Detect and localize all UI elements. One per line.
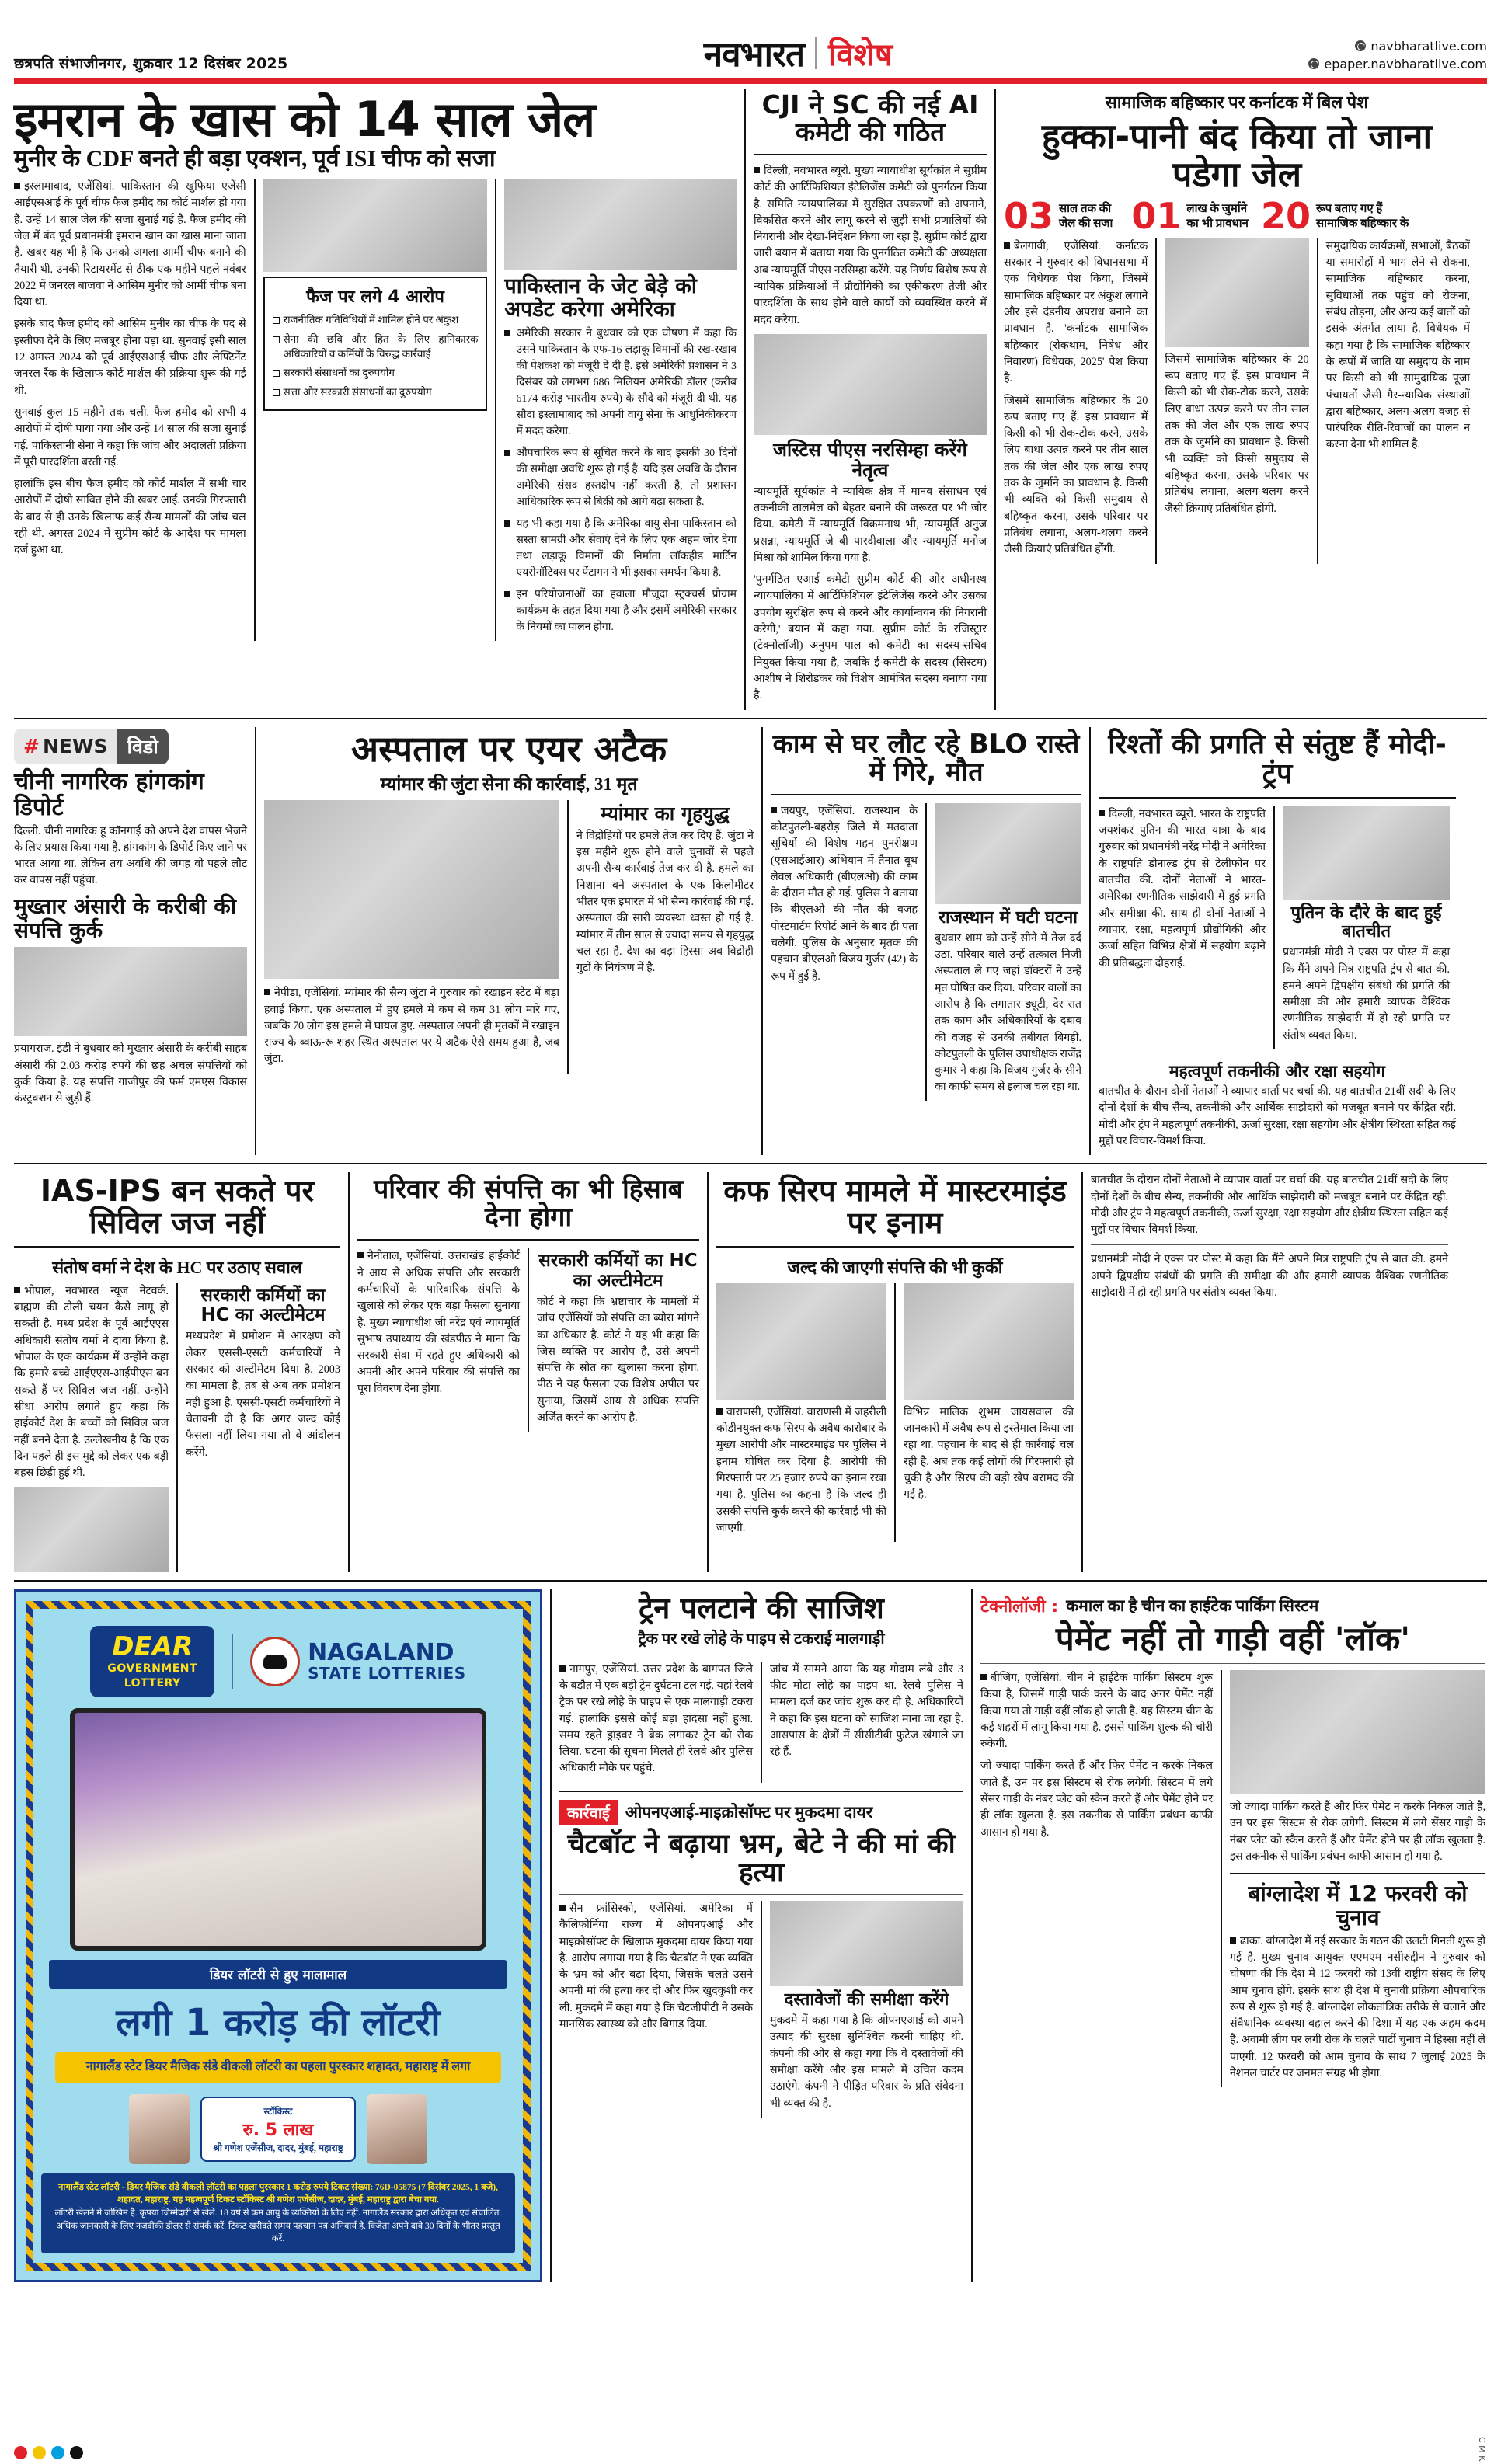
photo-faiz-hameed	[504, 179, 737, 270]
nagaland-seal-icon	[250, 1637, 300, 1686]
rule	[559, 1791, 963, 1792]
ticket-note: श्री गणेश एजेंसीज, दादर, मुंबई, महाराष्ट्र	[213, 2142, 343, 2153]
ad-border-frame	[26, 1601, 531, 2271]
ad-winline: डियर लॉटरी से हुए मालामाल	[49, 1960, 507, 1989]
bullet-square	[559, 1665, 566, 1672]
stat-line2: जेल की सजा	[1059, 218, 1113, 231]
bangladesh-headline: बांग्लादेश में 12 फरवरी को चुनाव	[1248, 1881, 1468, 1930]
section-rule	[14, 718, 1487, 719]
hospital-side-title: म्यांमार का गृहयुद्ध	[601, 802, 730, 826]
globe-icon	[1355, 40, 1366, 51]
cji-subhead: जस्टिस पीएस नरसिम्हा करेंगे नेतृत्व	[773, 438, 967, 482]
hospital-headline: अस्पताल पर एयर अटैक	[350, 727, 667, 770]
bullet-square	[1230, 1937, 1236, 1944]
karnataka-p2b: जिसमें सामाजिक बहिष्कार के 20 रूप बताए गए हैं. इस प्रावधान में किसी को भी रोक-टोक करने, उसके लिए बाधा उत्पन्न करने पर तीन साल तक की जेल और एक लाख रुपए तक के जुर्माने का प्रावधान है. किसी भी व्यक्ति को किसी समुदाय से बहिष्कृत करना, उसके परिवार पर प्रतिबंध लगाना, अलग-थलग करने जैसी क्रियाएं प्रतिबंधित होंगी.	[1165, 353, 1309, 515]
train-headline: ट्रेन पलटाने की साजिश	[639, 1591, 884, 1626]
chatbot-tag: कार्रवाई	[559, 1800, 618, 1825]
ticket-prize: रु. 5 लाख	[242, 2120, 314, 2140]
ias-story	[14, 1172, 340, 1572]
karnataka-stats	[1004, 195, 1470, 238]
stat-number: 20	[1260, 195, 1311, 238]
hospital-text-col	[576, 800, 754, 1073]
ias-body-row	[14, 1283, 340, 1573]
bullet-square	[980, 1674, 987, 1680]
section-rule	[14, 1580, 1487, 1582]
modi-trump-story	[1099, 727, 1456, 1156]
lottery-advertisement[interactable]	[14, 1589, 542, 2282]
corner-color-mark: C M K	[1477, 2436, 1487, 2461]
section-divider	[971, 1589, 973, 2282]
karnataka-body-row	[1004, 238, 1470, 564]
ad-foot-line2: लॉटरी खेलने में जोखिम है. कृपया जिम्मेदारी से खेलें. 18 वर्ष से कम आयु के व्यक्तियों के लिए नहीं. नागालैंड सरकार द्वारा अधिकृत एवं संचालित. अधिक जानकारी के लिए नजदीकी डीलर से संपर्क करें. टिकट खरीदते समय पहचान पत्र अनिवार्य है. विजेता अपने दावे 30 दिनों के भीतर प्रस्तुत करें.	[54, 2208, 502, 2244]
section-divider	[1089, 727, 1091, 1156]
modi-col2	[1283, 806, 1450, 1049]
nagaland-text: NAGALAND	[308, 1639, 454, 1667]
rule	[1230, 1873, 1485, 1874]
ad-logo-divider	[232, 1634, 233, 1689]
bullet-square	[754, 167, 760, 173]
cji-p2: न्यायमूर्ति सूर्यकांत ने न्यायिक क्षेत्र में मानव संसाधन एवं तकनीकी तालमेल को बेहतर बनाने की जरूरत पर भी जोर दिया. कमेटी में न्यायमूर्ति विक्रमनाथ भी, न्यायमूर्ति अनुज प्रसन्ना, न्यायमूर्ति जे बी पारदीवाला और न्यायमूर्ति मनोज मिश्रा को शामिल किया गया है.	[754, 485, 987, 564]
tech-tagline-text: कमाल का है चीन का हाईटेक पार्किंग सिस्टम	[1066, 1596, 1319, 1616]
photo-imran-khan	[263, 179, 488, 272]
chatbot-col1	[559, 1901, 753, 2118]
masthead	[14, 0, 1487, 73]
newsvideo-h2: मुख्तार अंसारी के करीबी की संपत्ति कुर्क	[14, 893, 237, 943]
blo-story	[771, 727, 1081, 1156]
modi-sub2: महत्वपूर्ण तकनीकी और रक्षा सहयोग	[1168, 1062, 1385, 1081]
modi-headline: रिश्तों की प्रगति से संतुष्ट हैं मोदी-ट्रंप	[1108, 728, 1447, 790]
news-video-badge[interactable]	[14, 729, 169, 764]
cmyk-dot-magenta	[14, 2446, 27, 2459]
property-sub: सरकारी कर्मियों का HC का अल्टीमेटम	[538, 1251, 698, 1291]
train-p1: नागपुर, एजेंसियां. उत्तर प्रदेश के बागपत जिले के बड़ौत में एक बड़ी ट्रेन दुर्घटना टल गई. यहां रेलवे ट्रैक पर रखे लोहे के पाइप से एक मालगाड़ी टकरा गई. हालांकि इससे कोई बड़ा हादसा नहीं हुआ. समय रहते ड्राइवर ने ब्रेक लगाकर ट्रेन को रोक लिया. घटना की सूचना मिलते ही रेलवे और पुलिस अधिकारी मौके पर पहुंचे.	[559, 1662, 753, 1775]
cough-p1: वाराणसी, एजेंसियां. वाराणसी में जहरीली कोडीनयुक्त कफ सिरप के अवैध कारोबार के मुख्य आरोपी और मास्टरमाइंड पर पुलिस ने इनाम घोषित कर दिया है. आरोपी की गिरफ्तारी पर 25 हजार रुपये का इनाम रखा गया है. पुलिस का कहना है कि जल्द ही उसकी संपत्ति कुर्क करने की कार्रवाई भी की जाएगी.	[716, 1405, 886, 1534]
photo-winner-right	[367, 2094, 427, 2164]
stat-line2: सामाजिक बहिष्कार के	[1315, 218, 1409, 231]
bullet-square	[264, 989, 270, 995]
tech-bangladesh-group	[980, 1589, 1485, 2282]
photo-winner-left	[129, 2094, 190, 2164]
train-sub: ट्रैक पर रखे लोहे के पाइप से टकराई मालगाड़ी	[638, 1630, 885, 1648]
karnataka-p1: बेलगावी, एजेंसियां. कर्नाटक सरकार ने गुरुवार को विधानसभा में एक विधेयक पेश किया, जिसमें सामाजिक बहिष्कार पर अंकुश लगाने और इसे दंडनीय अपराध बनाने का प्रावधान है. 'कर्नाटक सामाजिक बहिष्कार (रोकथाम, निषेध और निवारण) विधेयक, 2025' पेश किया है.	[1004, 239, 1148, 385]
tech-p2: जो ज्यादा पार्किंग करते हैं और फिर पेमेंट न करके निकल जाते हैं, उन पर इस सिस्टम से रोक लगेगी. सिस्टम में लगे सेंसर गाड़ी के नंबर प्लेट को स्कैन करते हैं और पेमेंट होने पर ही लॉक खुलता है. इस तकनीक से पार्किंग प्रबंधन काफी आसान हो गया है.	[980, 1759, 1214, 1839]
karnataka-col2	[1165, 238, 1308, 564]
second-section	[14, 727, 1487, 1156]
section-divider	[994, 89, 996, 710]
tech-body-row	[980, 1670, 1485, 2087]
rule	[716, 1246, 1074, 1248]
chatbot-col2	[770, 1901, 963, 2118]
column-divider	[761, 1662, 762, 1783]
rule	[771, 794, 1081, 795]
jet-bullet: औपचारिक रूप से सूचित करने के बाद इसकी 30 दिनों की समीक्षा अवधि शुरू हो गई है. यदि इस अवधि के दौरान अमेरिकी संसद हस्तक्षेप नहीं करती है, तो प्रशासन आधिकारिक रूप से बिक्री को आगे बढ़ा सकता है.	[504, 445, 737, 510]
chatbot-p1: सैन फ्रांसिस्को, एजेंसियां. अमेरिका में कैलिफोर्निया राज्य में ओपनएआई और माइक्रोसॉफ्ट के खिलाफ मुकदमा दायर किया गया है. आरोप लगाया गया है कि चैटबॉट ने एक व्यक्ति के भ्रम को और बढ़ा दिया, जिसके चलते उसने अपनी मां की हत्या कर दी और फिर खुदकुशी कर ली. मुकदमे में कहा गया है कि चैटजीपीटी ने उसके मानसिक स्वास्थ्य को और बिगाड़ दिया.	[559, 1902, 753, 2031]
column-divider	[567, 800, 569, 1073]
stat-item	[1131, 195, 1249, 238]
property-p1: नैनीताल, एजेंसियां. उत्तराखंड हाईकोर्ट ने आय से अधिक संपत्ति और सरकारी कर्मचारियों के पारिवारिक संपत्ति के खुलासे को लेकर एक बड़ा फैसला सुनाया है. मुख्य न्यायाधीश जी नरेंद्र एवं न्यायमूर्ति सुभाष उपाध्याय की खंडपीठ ने माना कि सरकारी सेवा में रहते हुए अधिकारी को अपनी और अपने परिवार की संपत्ति का पूरा विवरण देना होगा.	[357, 1250, 520, 1395]
chatbot-headline: चैटबॉट ने बढ़ाया भ्रम, बेटे ने की मां की हत्या	[567, 1828, 956, 1888]
tech-tag: टेक्नोलॉजी :	[980, 1597, 1059, 1617]
blo-col2	[935, 803, 1081, 1101]
modi-p2-repeat: प्रधानमंत्री मोदी ने एक्स पर पोस्ट में कहा कि मैंने अपने मित्र राष्ट्रपति ट्रंप से बात की. हमने अपने द्विपक्षीय संबंधों की प्रगति की समीक्षा की और हमारी व्यापक वैश्विक रणनीतिक साझेदारी में हो रही प्रगति पर संतोष व्यक्त किया.	[1091, 1253, 1448, 1300]
photo-supreme-court-justice	[754, 334, 987, 435]
chatbot-tagline-text: ओपनएआई-माइक्रोसॉफ्ट पर मुकदमा दायर	[625, 1803, 873, 1822]
bullet-square	[14, 1287, 20, 1293]
stat-number: 01	[1131, 195, 1182, 238]
jet-bullet: यह भी कहा गया है कि अमेरिका वायु सेना पाकिस्तान को सस्ता सामग्री और सेवाएं देने के लिए एक अहम जोर देगा तथा लड़ाकू विमानों की निर्माता लॉकहीड मार्टिन एयरोनॉटिक्स पर पेंटागन ने भी इसका समर्थन किया है.	[504, 516, 737, 581]
cmyk-registration-marks-left	[14, 2446, 83, 2459]
ticket-brand: स्टॉकिस्ट	[263, 2105, 293, 2117]
lead-photos-col	[263, 179, 488, 641]
column-divider	[495, 179, 496, 641]
newsvideo-p2: प्रयागराज. इंडी ने बुधवार को मुख्तार अंसारी के करीबी साहब अंसारी की 2.03 करोड़ रुपये की छह अचल संपत्तियों को कुर्क किया है. यह संपत्ति गाजीपुर की फर्म एमएस विकास कंस्ट्रक्शन से जुड़ी हैं.	[14, 1042, 247, 1105]
property-p2: कोर्ट ने कहा कि भ्रष्टाचार के मामलों में जांच एजेंसियों को संपत्ति का ब्योरा मांगने का अधिकार है. कोर्ट ने यह भी कहा कि जिस व्यक्ति पर आरोप है, उसे अपनी संपत्ति के स्रोत का खुलासा करना होगा. पीठ ने यह फैसला एक विशेष अपील पर सुनाया, जिसमें आय से अधिक संपत्ति अर्जित करने का आरोप है.	[537, 1295, 699, 1425]
logo-sub-text: विशेष	[828, 37, 893, 73]
lead-p4: हालांकि इस बीच फैज हमीद को कोर्ट मार्शल में सभी चार आरोपों में दोषी साबित होने की खबर आई. उनकी गिरफ्तारी के बाद से ही उनके खिलाफ कई सैन्य मामलों की जांच चल रही थी. अगस्त 2024 में सुप्रीम कोर्ट के आदेश पर मामला दर्ज हुआ था.	[14, 478, 246, 557]
lead-p1: इस्लामाबाद, एजेंसियां. पाकिस्तान की खुफिया एजेंसी आईएसआई के पूर्व चीफ फैज हमीद का कोर्ट मार्शल हो गया है. उन्हें 14 साल जेल की सजा सुनाई गई है. फैज हमीद की जेल में बंद पूर्व प्रधानमंत्री इमरान खान का खास माना जाता है. खबर यह भी है कि उनको अगला आर्मी चीफ बनाने की तैयारी थी. उनकी रिटायरमेंट से ठीक एक महीने पहले नवंबर 2022 में जनरल बाजवा ने आसिम मुनीर को आर्मी चीफ बना दिया था.	[14, 180, 246, 309]
stat-line2: का भी प्रावधान	[1186, 218, 1249, 231]
newsvideo-h1: चीनी नागरिक हांगकांग डिपोर्ट	[14, 767, 204, 821]
bullet-square	[716, 1408, 723, 1415]
bullet-square	[1004, 242, 1010, 249]
train-chatbot-group	[559, 1589, 963, 2282]
lead-p3: सुनवाई कुल 15 महीने तक चली. फैज हमीद को सभी 4 आरोपों में दोषी पाया गया और उन्हें 14 साल की सजा सुनाई गई. पाकिस्तानी सेना ने कहा कि जांच और अदालती प्रक्रिया में पूरी पारदर्शिता बरती गई.	[14, 405, 246, 468]
jet-story	[504, 179, 737, 641]
modi-sub1: पुतिन के दौरे के बाद हुई बातचीत	[1290, 903, 1442, 942]
charge-item: राजनीतिक गतिविधियों में शामिल होने पर अंकुश	[273, 312, 479, 327]
dear-lottery-logo	[90, 1626, 214, 1697]
karnataka-story	[1004, 89, 1470, 710]
hospital-photo-col	[264, 800, 559, 1073]
cough-syrup-story	[716, 1172, 1074, 1572]
modi-p3: बातचीत के दौरान दोनों नेताओं ने व्यापार वार्ता पर चर्चा की. यह बातचीत 21वीं सदी के लिए दोनों देशों के बीच सैन्य, तकनीकी और आर्थिक साझेदारी को मजबूत बनाने पर केंद्रित रही. मोदी और ट्रंप ने महत्वपूर्ण तकनीकी, ऊर्जा सुरक्षा, रक्षा सहयोग और क्षेत्रीय स्थिरता सहित कई मुद्दों पर विचार-विमर्श किया.	[1099, 1085, 1456, 1147]
blo-p2: बुधवार शाम को उन्हें सीने में तेज दर्द उठा. परिवार वाले उन्हें तत्काल निजी अस्पताल ले गए जहां डॉक्टरों ने उन्हें मृत घोषित कर दिया. परिवार वालों का आरोप है कि लगातार ड्यूटी, देर रात तक काम और अधिकारियों के दबाव की वजह से उनकी तबीयत बिगड़ी. कोटपुतली के पुलिस उपाधीक्षक राजेंद्र कुमार ने कहा कि विजय गुर्जर के सीने का काफी समय से इलाज चल रहा था.	[935, 931, 1081, 1094]
section-rule	[14, 1163, 1487, 1164]
cji-story	[754, 89, 987, 710]
section-divider	[744, 89, 746, 710]
documents-headline: दस्तावेजों की समीक्षा करेंगे	[784, 1989, 949, 2010]
charge-item: सत्ता और सरकारी संसाधनों का दुरुपयोग	[273, 385, 479, 399]
lead-subheadline: मुनीर के CDF बनते ही बड़ा एक्शन, पूर्व ISI चीफ को सजा	[14, 146, 496, 172]
edition-date: छत्रपति संभाजीनगर, शुक्रवार 12 दिसंबर 2025	[14, 55, 288, 72]
photo-hospital-fire	[264, 800, 559, 979]
section-divider	[550, 1589, 552, 2282]
chatbot-body-row	[559, 1901, 963, 2118]
ias-col1	[14, 1283, 169, 1573]
ad-logos	[41, 1626, 515, 1697]
property-col2	[537, 1248, 699, 1432]
blo-p1: जयपुर, एजेंसियां. राजस्थान के कोटपुतली-बहरोड़ जिले में मतदाता सूचियों की विशेष गहन पुनरीक्षण (एसआईआर) अभियान में तैनात बूथ लेवल अधिकारी (बीएलओ) की काम के दौरान मौत हो गई. पुलिस ने बताया कि बीएलओ की मौत की वजह पोस्टमार्टम रिपोर्ट आने के बाद ही पता चलेगी. पुलिस के अनुसार मृतक की पहचान बीएलओ विजय गुर्जर (42) के रूप में हुई है.	[771, 804, 918, 983]
train-body-row	[559, 1662, 963, 1783]
hospital-sub: म्यांमार की जुंटा सेना की कार्रवाई, 31 मृत	[380, 774, 638, 795]
hospital-p2: ने विद्रोहियों पर हमले तेज कर दिए हैं. जुंटा ने इस महीने शुरू होने वाले चुनावों से पहले अपनी सैन्य कार्रवाई तेज कर दी है. हमले का निशाना बने अस्पताल के एक किलोमीटर भीतर एक इमारत में भी सैन्य कार्रवाई की गई. अस्पताल की सारी व्यवस्था ध्वस्त हो गई है. म्यांमार में तीन साल से ज्यादा समय से गृहयुद्ध चल रहा है. देश का बड़ा हिस्सा अब विद्रोही गुटों के नियंत्रण में है.	[576, 829, 754, 975]
cmyk-dot-yellow	[33, 2446, 46, 2459]
property-body-row	[357, 1248, 699, 1432]
column-divider	[894, 1283, 896, 1542]
nagaland-logo	[250, 1637, 466, 1686]
blo-body-row	[771, 803, 1081, 1101]
cough-body-row	[716, 1283, 1074, 1542]
train-col2	[770, 1662, 963, 1783]
government-text: GOVERNMENT	[107, 1662, 198, 1676]
section-divider	[761, 727, 763, 1156]
ticket-box	[200, 2097, 355, 2162]
jet-bullet: इन परियोजनाओं का हवाला मौजूदा स्ट्रक्चर्स प्रोग्राम कार्यक्रम के तहत दिया गया है और इसमें अमेरिकी सरकार के नियमों का पालन होगा.	[504, 586, 737, 635]
ad-winner-photo	[70, 1708, 487, 1951]
column-divider	[1155, 238, 1157, 564]
ad-big-text: लगी 1 करोड़ की लॉटरी	[116, 2001, 441, 2045]
photo-cough-syrup	[716, 1283, 886, 1400]
newspaper-logo	[704, 30, 893, 76]
cji-headline: CJI ने SC की नई AI कमेटी की गठित	[761, 89, 979, 147]
modi-p2: प्रधानमंत्री मोदी ने एक्स पर पोस्ट में कहा कि मैंने अपने मित्र राष्ट्रपति ट्रंप से बात की. हमने अपने द्विपक्षीय संबंधों की प्रगति की समीक्षा की और हमारी व्यापक वैश्विक रणनीतिक साझेदारी में हो रही प्रगति पर संतोष व्यक्त किया.	[1283, 946, 1450, 1042]
section-divider	[707, 1172, 709, 1572]
modi-p1: दिल्ली, नवभारत ब्यूरो. भारत के राष्ट्रपति जयशंकर पुतिन की भारत यात्रा के बाद गुरुवार को प्रधानमंत्री नरेंद्र मोदी ने अमेरिका के राष्ट्रपति डोनाल्ड ट्रंप से टेलीफोन पर बातचीत की. दोनों नेताओं ने भारत-अमेरिका रणनीतिक साझेदारी में हुई प्रगति और समीक्षा की. साथ ही दोनों नेताओं ने व्यापार, रक्षा, महत्वपूर्ण प्रौद्योगिकी और ऊर्जा सहित विभिन्न क्षेत्रों में सहयोग बढ़ाने की प्रतिबद्धता दोहराई.	[1099, 807, 1266, 969]
blo-headline: काम से घर लौट रहे BLO रास्ते में गिरे, मौत	[772, 728, 1080, 788]
ias-p1: भोपाल, नवभारत न्यूज नेटवर्क. ब्राह्मण की टोली चयन कैसे लागू हो सकती है. मध्य प्रदेश के पूर्व आईएएस अधिकारी संतोष वर्मा ने दावा किया है. भोपाल के एक कार्यक्रम में उन्होंने कहा कि हमारे बच्चे आईएएस-आईपीएस बन सकते हैं पर सिविल जज नहीं. उन्होंने सीधा आरोप लगाते हुए कहा कि हाईकोर्ट देश के बच्चों को सिविल जज नहीं बनने देता है. उल्लेखनीय है कि एक दिन पहले ही इस मुद्दे को लेकर एक बड़ी बहस छिड़ी हुई थी.	[14, 1284, 169, 1480]
documents-p1: मुकदमे में कहा गया है कि ओपनएआई को अपने उत्पाद की सुरक्षा सुनिश्चित करनी चाहिए थी. कंपनी की ओर से कहा गया कि वे दस्तावेजों की समीक्षा करेंगे और इस मामले में उचित कदम उठाएंगे. कंपनी ने पीड़ित परिवार के प्रति संवेदना भी व्यक्त की है.	[770, 2014, 963, 2110]
karnataka-kicker: सामाजिक बहिष्कार पर कर्नाटक में बिल पेश	[1105, 92, 1369, 112]
ias-headline: IAS-IPS बन सकते पर सिविल जज नहीं	[40, 1174, 315, 1240]
column-divider	[1273, 806, 1275, 1049]
bangladesh-p1: ढाका. बांग्लादेश में नई सरकार के गठन की उलटी गिनती शुरू हो गई है. मुख्य चुनाव आयुक्त एएमएम नसीरुद्दीन ने गुरुवार को घोषणा की कि देश में 12 फरवरी को 13वीं राष्ट्रीय संसद के लिए आम चुनाव होंगे. इसके साथ ही देश में चुनावी प्रक्रिया औपचारिक रूप से शुरू हो गई है. बांग्लादेश लोकतांत्रिक तरीके से चलाने और संवैधानिक व्यवस्था बहाल करने की दिशा में यह एक अहम कदम है. अवामी लीग पर लगी रोक के चलते पार्टी चुनाव में हिस्सा नहीं ले पाएगी. 12 फरवरी को आम चुनाव के साथ 7 जुलाई 2025 के नेशनल चार्टर पर जनमत संग्रह भी होगा.	[1230, 1934, 1485, 2080]
logo-divider	[815, 37, 817, 69]
cough-headline: कफ सिरप मामले में मास्टरमाइंड पर इनाम	[723, 1174, 1067, 1240]
ad-winner-row	[41, 2094, 515, 2164]
karnataka-headline: हुक्का-पानी बंद किया तो जाना पडेगा जेल	[1041, 116, 1433, 195]
charge-item: सरकारी संसाधनों का दुरुपयोग	[273, 365, 479, 380]
charges-box	[263, 277, 488, 411]
lottery-text: LOTTERY	[124, 1677, 181, 1690]
train-col1	[559, 1662, 753, 1783]
rule	[1099, 797, 1456, 799]
lead-text-col	[14, 179, 246, 641]
photo-santosh-verma	[14, 1487, 169, 1572]
tech-p1: बीजिंग, एजेंसियां. चीन ने हाईटेक पार्किंग सिस्टम शुरू किया है, जिसमें गाड़ी पार्क करने के बाद अगर पेमेंट नहीं किया गया तो गाड़ी वहीं लॉक हो जाती है. यह सिस्टम चीन के कई शहरों में लागू किया गया है. इससे पार्किंग शुल्क की चोरी रुकेगी.	[980, 1671, 1214, 1751]
jet-headline: पाकिस्तान के जेट बेड़े को अपडेट करेगा अमेरिका	[504, 274, 697, 322]
column-divider	[176, 1283, 178, 1573]
photo-parking-system	[1230, 1670, 1485, 1794]
news-label: NEWS	[42, 735, 108, 758]
modi-extra-col	[1091, 1172, 1448, 1572]
ias-sub2: सरकारी कर्मियों का HC का अल्टीमेटम	[200, 1285, 326, 1326]
modi-col1	[1099, 806, 1266, 1049]
lead-body-row	[14, 179, 737, 641]
column-divider	[254, 179, 256, 641]
bullet-square	[357, 1252, 364, 1258]
rule	[980, 1663, 1485, 1664]
tech-p2b: जो ज्यादा पार्किंग करते हैं और फिर पेमेंट न करके निकल जाते हैं, उन पर इस सिस्टम से रोक लगेगी. सिस्टम में लगे सेंसर गाड़ी के नंबर प्लेट को स्कैन करते हैं और पेमेंट होने पर ही लॉक खुलता है. इस तकनीक से पार्किंग प्रबंधन काफी आसान हो गया है.	[1230, 1800, 1485, 1863]
rule	[357, 1239, 699, 1241]
karnataka-p3: समुदायिक कार्यक्रमों, सभाओं, बैठकों या समारोहों में भाग लेने से रोकना, सामाजिक बहिष्कार करना, सुविधाओं तक पहुंच को रोकना, संबंध तोड़ना, और अन्य कई बातों को इसके अंतर्गत लाया है. विधेयक में कहा गया है कि सामाजिक बहिष्कार के रूपों में जाति या समुदाय के नाम पर किसी को भी सामुदायिक पूजा पंचायतों जैसी गैर-न्यायिक संस्थाओं द्वारा बहिष्कार, अलग-अलग वजह से पारंपरिक रीति-रिवाजों का पालन न करना देना भी शामिल है.	[1325, 239, 1470, 451]
column-divider	[761, 1901, 762, 2118]
modi-body-row	[1099, 806, 1456, 1049]
column-divider	[925, 803, 927, 1101]
photo-village-gathering	[1165, 238, 1308, 347]
train-p2: जांच में सामने आया कि यह गोदाम लंबे और 3 फीट मोटा लोहे का पाइप था. रेलवे पुलिस ने मामला दर्ज कर जांच शुरू कर दी है. अधिकारियों ने कहा कि इस घटना को साजिश माना जा रहा है. आसपास के क्षेत्रों में सीसीटीवी फुटेज खंगाले जा रहे हैं.	[770, 1662, 963, 1759]
lead-headline: इमरान के खास को 14 साल जेल	[14, 91, 595, 148]
lead-story	[14, 89, 737, 710]
globe-icon	[1308, 58, 1319, 69]
karnataka-col3	[1326, 238, 1470, 564]
dear-text: DEAR	[112, 1631, 193, 1663]
tech-col1	[980, 1670, 1213, 2087]
bullet-square	[559, 1905, 566, 1911]
property-col1	[357, 1248, 520, 1432]
hospital-story	[264, 727, 754, 1156]
section-divider	[348, 1172, 350, 1572]
blo-col1	[771, 803, 918, 1101]
charges-box-title: फैज पर लगे 4 आरोप	[306, 287, 444, 308]
cough-p2: विभिन्न मालिक शुभम जायसवाल की जानकारी में अवैध रूप से इस्तेमाल किया जा रहा था. पहचान के बाद से ही कार्रवाई चल रही है. अब तक कई लोगों की गिरफ्तारी हो चुकी है और सिरप की बड़ी खेप बरामद की गई है.	[904, 1405, 1074, 1502]
bullet-square	[771, 807, 777, 813]
stat-number: 03	[1004, 195, 1054, 238]
blo-side-title: राजस्थान में घटी घटना	[938, 907, 1078, 927]
column-divider	[1221, 1670, 1222, 2087]
cough-col1	[716, 1283, 886, 1542]
cough-sub: जल्द की जाएगी संपत्ति की भी कुर्की	[787, 1257, 1003, 1277]
logo-main-text: नवभारत	[703, 35, 805, 75]
ias-sub: संतोष वर्मा ने देश के HC पर उठाए सवाल	[52, 1257, 302, 1277]
modi-p3-repeat: बातचीत के दौरान दोनों नेताओं ने व्यापार वार्ता पर चर्चा की. यह बातचीत 21वीं सदी के लिए दोनों देशों के बीच सैन्य, तकनीकी और आर्थिक साझेदारी को मजबूत बनाने पर केंद्रित रही. मोदी और ट्रंप ने महत्वपूर्ण तकनीकी, ऊर्जा सुरक्षा, रक्षा सहयोग और क्षेत्रीय स्थिरता सहित कई मुद्दों पर विचार-विमर्श किया.	[1091, 1174, 1448, 1237]
bullet-square	[1099, 810, 1105, 816]
chatbot-tagline	[559, 1800, 963, 1825]
ias-col2	[186, 1283, 340, 1573]
rule	[754, 154, 987, 155]
newsvideo-p1: दिल्ली. चीनी नागरिक हू कॉनगाई को अपने देश वापस भेजने के लिए प्रयास किया गया है. हांगकांग के डिपोर्ट किए जाने पर भारत आया था. लेकिन तय अवधि की जगह वो पहले लौट कर वापस नहीं पहुंचा.	[14, 824, 247, 887]
karnataka-col1	[1004, 238, 1148, 564]
bullet-square	[14, 183, 20, 189]
section-divider	[1081, 1172, 1083, 1572]
website-links	[1308, 37, 1487, 73]
property-story	[357, 1172, 699, 1572]
photo-modi-trump	[1283, 806, 1450, 900]
property-headline: परिवार की संपत्ति का भी हिसाब देना होगा	[373, 1174, 684, 1234]
news-video-block	[14, 727, 247, 1156]
masthead-red-rule	[14, 78, 1487, 84]
stat-item	[1004, 195, 1113, 238]
stat-line1: साल तक की	[1059, 203, 1112, 216]
charge-item: सेना की छवि और हित के लिए हानिकारक अधिकारियों व कर्मियों के विरुद्ध कार्रवाई	[273, 332, 479, 362]
ad-container	[14, 1589, 542, 2282]
cough-col2	[904, 1283, 1074, 1542]
ias-p2: मध्यप्रदेश में प्रमोशन में आरक्षण को लेकर एससी-एसटी कर्मचारियों ने सरकार को अल्टीमेटम दिया है. 2003 का मामला है, तब से अब तक प्रमोशन नहीं हुआ है. एससी-एसटी कर्मचारियों ने चेतावनी दी है कि अगर जल्द कोई फैसला नहीं लिया गया तो वे आंदोलन करेंगे.	[186, 1330, 340, 1459]
karnataka-p2: जिसमें सामाजिक बहिष्कार के 20 रूप बताए गए हैं. इस प्रावधान में किसी को भी रोक-टोक करने, उसके लिए बाधा उत्पन्न करने पर तीन साल तक की जेल और एक लाख रुपए तक के जुर्माने का प्रावधान है. किसी भी व्यक्ति को किसी समुदाय से बहिष्कृत करना, उसके परिवार पर प्रतिबंध लगाना, अलग-थलग करने जैसी क्रियाएं प्रतिबंधित होंगी.	[1004, 394, 1148, 556]
top-section	[14, 89, 1487, 710]
video-label: विडो	[117, 729, 169, 764]
stat-line1: लाख के जुर्माने	[1186, 203, 1248, 216]
column-divider	[528, 1248, 529, 1432]
website-main[interactable]: navbharatlive.com	[1370, 38, 1487, 54]
bull-icon	[263, 1655, 287, 1669]
lead-p2: इसके बाद फैज हमीद को आसिम मुनीर का चीफ के पद से इस्तीफा देने के लिए मजबूर होना पड़ा था. सुनवाई इसी साल 12 अगस्त 2024 को पूर्व आईएसआई चीफ और लेफ्टिनेंट जनरल रैंक के खिलाफ कोर्ट मार्शल की प्रक्रिया शुरू की गई थी.	[14, 318, 246, 397]
hospital-p1: नेपीडा, एजेंसियां. म्यांमार की सैन्य जुंटा ने गुरुवार को रखाइन स्टेट में बड़ा हवाई किया. एक अस्पताल में हुए हमले में कम से कम 31 लोग मारे गए, जबकि 70 लोग इस हमले में घायल हुए. अस्पताल अपनी ही मृतकों में रखाइन राज्य के ब्वाऊ-रू शहर स्थित अस्पताल पर ये अटैक ऐसे समय हुआ है, जब जुंटा.	[264, 987, 559, 1066]
stat-line1: रूप बताए गए हैं	[1315, 203, 1383, 216]
state-lotteries-text: STATE LOTTERIES	[308, 1664, 466, 1683]
hospital-body-row	[264, 800, 754, 1073]
cmyk-dot-cyan	[51, 2446, 64, 2459]
tech-tagline	[980, 1594, 1485, 1617]
ad-footer	[41, 2173, 515, 2253]
rule	[1091, 1244, 1448, 1245]
ad-sub-text: नागालैंड स्टेट डियर मैजिक संडे वीकली लॉटरी का पहला पुरस्कार शहादत, महाराष्ट्र में लगा	[55, 2052, 501, 2083]
photo-chatbot-illustration	[770, 1901, 963, 1986]
rule	[559, 1894, 963, 1895]
tech-col2	[1230, 1670, 1485, 2087]
tech-headline: पेमेंट नहीं तो गाड़ी वहीं 'लॉक'	[1055, 1620, 1411, 1658]
cji-p1: दिल्ली, नवभारत ब्यूरो. मुख्य न्यायाधीश सूर्यकांत ने सुप्रीम कोर्ट की आर्टिफिशियल इंटेलिजेंस कमेटी को पुनर्गठन किया है. समिति न्यायपालिका में सुरक्षित उपकरणों को अपनाने, विकसित करने और लागू करने से जुड़ी सभी प्रणालियों की निगरानी और देखा-निर्देशन किया जा रहा है. सुप्रीम कोर्ट द्वारा जारी बयान में बताया गया कि पुनर्गठित कमेटी की अध्यक्षता अब न्यायमूर्ति पीएस नरसिम्हा करेंगे. यह निर्णय विशेष रूप से न्यायिक प्रक्रियाओं में प्रौद्योगिकी का एकीकरण तेजी और पारदर्शिता के साथ होने वाले कार्यों को व्यवस्थित करने में मदद करेगा.	[754, 164, 987, 326]
ad-foot-line1: नागालैंड स्टेट लॉटरी - डियर मैजिक संडे वीकली लॉटरी का पहला पुरस्कार 1 करोड़ रुपये टिकट संख्या: 76D-05875 (7 दिसंबर 2025, 1 बजे), शहादत, महाराष्ट्र. यह महत्वपूर्ण टिकट स्टॉकिस्ट श्री गणेश एजेंसीज, दादर, मुंबई, महाराष्ट्र द्वारा बेचा गया.	[58, 2182, 498, 2205]
photo-mukhtar-ansari	[14, 947, 247, 1036]
photo-mastermind	[904, 1283, 1074, 1400]
cmyk-dot-black	[70, 2446, 83, 2459]
section-divider	[255, 727, 256, 1156]
photo-blo-officer	[935, 803, 1081, 904]
third-section	[14, 1172, 1487, 1572]
jet-bullet: अमेरिकी सरकार ने बुधवार को एक घोषणा में कहा कि उसने पाकिस्तान के एफ-16 लड़ाकू विमानों की रख-रखाव की पेशकश को मंजूरी दे दी है. इसे अमेरिकी प्रशासन ने 3 दिसंबर को लगभग 686 मिलियन अमेरिकी डॉलर (करीब 6174 करोड़ भारतीय रुपये) के सौदे को मंजूरी दी थी. यह सौदा इस्लामाबाद को अपनी वायु सेना के आधुनिकीकरण में मदद करेगा.	[504, 325, 737, 440]
bottom-section	[14, 1589, 1487, 2282]
rule	[14, 1246, 340, 1248]
cji-p3: 'पुनर्गठित एआई कमेटी सुप्रीम कोर्ट की ओर अधीनस्थ न्यायपालिका में आर्टिफिशियल इंटेलिजेंस करने और उसका उपयोग सुरक्षित रूप से करने और कार्यान्वयन की निगरानी करेगी,' बयान में कहा गया. सुप्रीम कोर्ट के रजिस्ट्रार (टेक्नोलॉजी) अनुपम पाल को कमेटी का सदस्य-सचिव नियुक्त किया गया है, जबकि ई-कमेटी के सदस्य (सिस्टम) आशीष ने शिरोडकर को विशेष आमंत्रित सदस्य बनाया गया है.	[754, 573, 987, 702]
website-epaper[interactable]: epaper.navbharatlive.com	[1324, 56, 1487, 71]
hash-icon: #	[23, 735, 40, 758]
column-divider	[1317, 238, 1318, 564]
stat-item	[1260, 195, 1409, 238]
